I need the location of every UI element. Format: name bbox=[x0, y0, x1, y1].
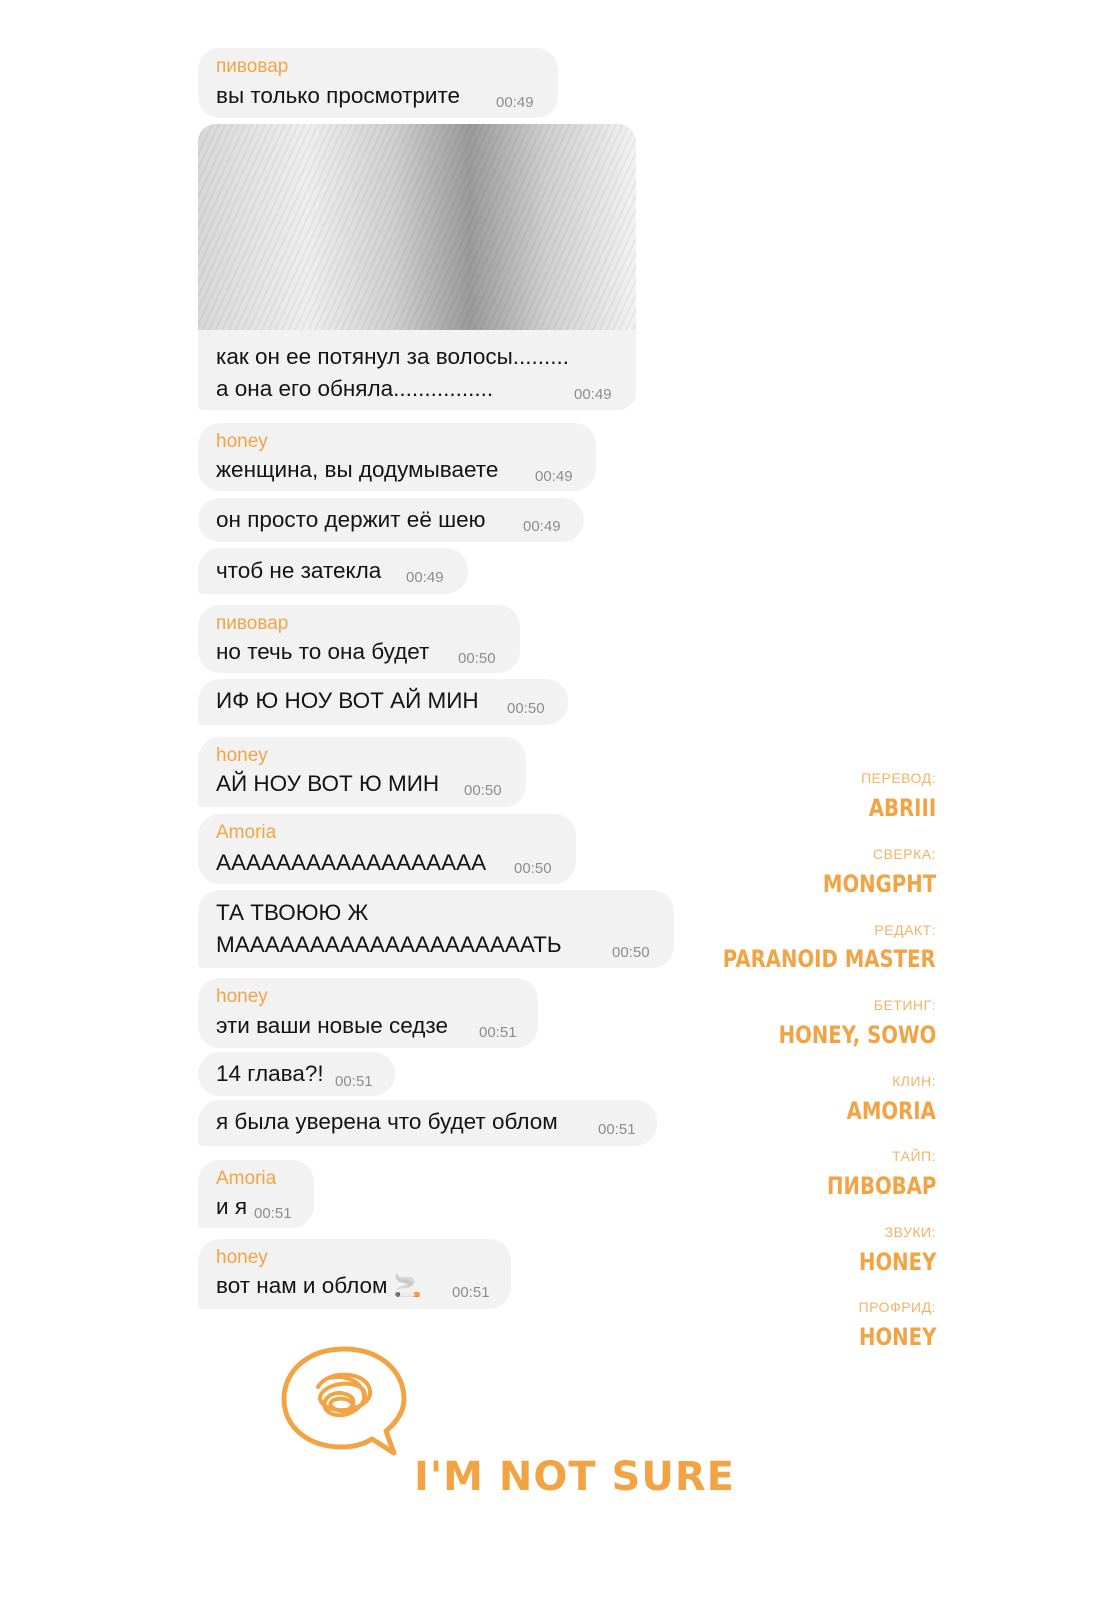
message-bubble[interactable] bbox=[198, 498, 584, 542]
message-bubble[interactable] bbox=[198, 737, 526, 807]
message-text: он просто держит её шею bbox=[216, 507, 486, 532]
message-time: 00:49 bbox=[496, 94, 534, 111]
credit-value: MONGPHT bbox=[822, 870, 936, 898]
message-bubble[interactable] bbox=[198, 1160, 314, 1228]
message-time: 00:49 bbox=[406, 569, 444, 586]
sender-name[interactable]: honey bbox=[216, 745, 268, 766]
message-text: АЙ НОУ ВОТ Ю МИН bbox=[216, 771, 440, 796]
message-bubble[interactable] bbox=[198, 423, 596, 491]
message-text-line: а она его обняла................ bbox=[216, 376, 494, 401]
message-time: 00:49 bbox=[535, 468, 573, 485]
message-time: 00:51 bbox=[598, 1121, 636, 1138]
credit-value: PARANOID MASTER bbox=[723, 945, 936, 973]
message-bubble[interactable] bbox=[198, 548, 468, 594]
message-bubble[interactable] bbox=[198, 1239, 511, 1309]
message-bubble[interactable] bbox=[198, 48, 558, 118]
message-bubble[interactable] bbox=[198, 978, 538, 1048]
sender-name[interactable]: Amoria bbox=[216, 1168, 277, 1189]
credit-value: HONEY bbox=[858, 1248, 936, 1276]
message-time: 00:50 bbox=[514, 860, 552, 877]
message-bubble[interactable] bbox=[198, 1100, 657, 1146]
message-time: 00:50 bbox=[507, 700, 545, 717]
message-text-line: МААААААААААААААААААААТЬ bbox=[216, 932, 562, 957]
manga-image[interactable] bbox=[198, 124, 636, 330]
message-time: 00:51 bbox=[335, 1073, 373, 1090]
sender-name[interactable]: пивовар bbox=[216, 56, 289, 77]
message-text: но течь то она будет bbox=[216, 639, 430, 664]
message-time: 00:51 bbox=[254, 1205, 292, 1222]
message-time: 00:49 bbox=[523, 518, 561, 535]
speech-bubble-scribble-icon bbox=[280, 1343, 410, 1458]
message-text: и я bbox=[216, 1194, 248, 1219]
message-time: 00:51 bbox=[452, 1284, 490, 1301]
credit-value: ABRIII bbox=[868, 794, 936, 822]
message-bubble[interactable] bbox=[198, 605, 520, 673]
credit-label: БЕТИНГ: bbox=[873, 997, 936, 1013]
credit-value: AMORIA bbox=[846, 1097, 936, 1125]
credit-label: КЛИН: bbox=[892, 1073, 936, 1089]
message-text: я была уверена что будет облом bbox=[216, 1109, 558, 1134]
sender-name[interactable]: пивовар bbox=[216, 613, 289, 634]
message-text-line: как он ее потянул за волосы......... bbox=[216, 344, 570, 369]
sender-name[interactable]: honey bbox=[216, 1247, 268, 1268]
message-bubble[interactable] bbox=[198, 679, 568, 725]
photo-message-bubble[interactable] bbox=[198, 124, 636, 410]
message-time: 00:49 bbox=[574, 386, 612, 403]
credit-label: РЕДАКТ: bbox=[874, 922, 936, 938]
credit-value: ПИВОВАР bbox=[826, 1172, 936, 1200]
message-time: 00:51 bbox=[479, 1024, 517, 1041]
credit-label: СВЕРКА: bbox=[872, 846, 936, 862]
message-text: чтоб не затекла bbox=[216, 558, 382, 583]
sender-name[interactable]: Amoria bbox=[216, 822, 277, 843]
credit-value: HONEY bbox=[858, 1323, 936, 1351]
message-text-line: ТА ТВОЮЮ Ж bbox=[216, 900, 369, 925]
sender-name[interactable]: honey bbox=[216, 431, 268, 452]
message-bubble[interactable] bbox=[198, 814, 576, 884]
credit-value: HONEY, SOWO bbox=[778, 1021, 936, 1049]
message-text: вы только просмотрите bbox=[216, 83, 461, 108]
message-text: вот нам и облом 🚬 bbox=[216, 1273, 422, 1298]
credit-label: ТАЙП: bbox=[892, 1148, 936, 1164]
credit-label: ЗВУКИ: bbox=[884, 1224, 936, 1240]
message-text: ИФ Ю НОУ ВОТ АЙ МИН bbox=[216, 688, 479, 713]
message-bubble[interactable] bbox=[198, 890, 674, 968]
message-time: 00:50 bbox=[458, 650, 496, 667]
message-time: 00:50 bbox=[464, 782, 502, 799]
message-text: АААААААААААААААААА bbox=[216, 850, 487, 875]
message-text: женщина, вы додумываете bbox=[216, 457, 499, 482]
message-time: 00:50 bbox=[612, 944, 650, 961]
message-text: 14 глава?! bbox=[216, 1061, 324, 1086]
credit-label: ПРОФРИД: bbox=[858, 1299, 936, 1315]
message-text: эти ваши новые седзе bbox=[216, 1013, 448, 1038]
message-bubble[interactable] bbox=[198, 1052, 395, 1096]
credit-label: ПЕРЕВОД: bbox=[861, 770, 936, 786]
logo-text: I'M NOT SURE bbox=[414, 1454, 735, 1500]
sender-name[interactable]: honey bbox=[216, 986, 268, 1007]
